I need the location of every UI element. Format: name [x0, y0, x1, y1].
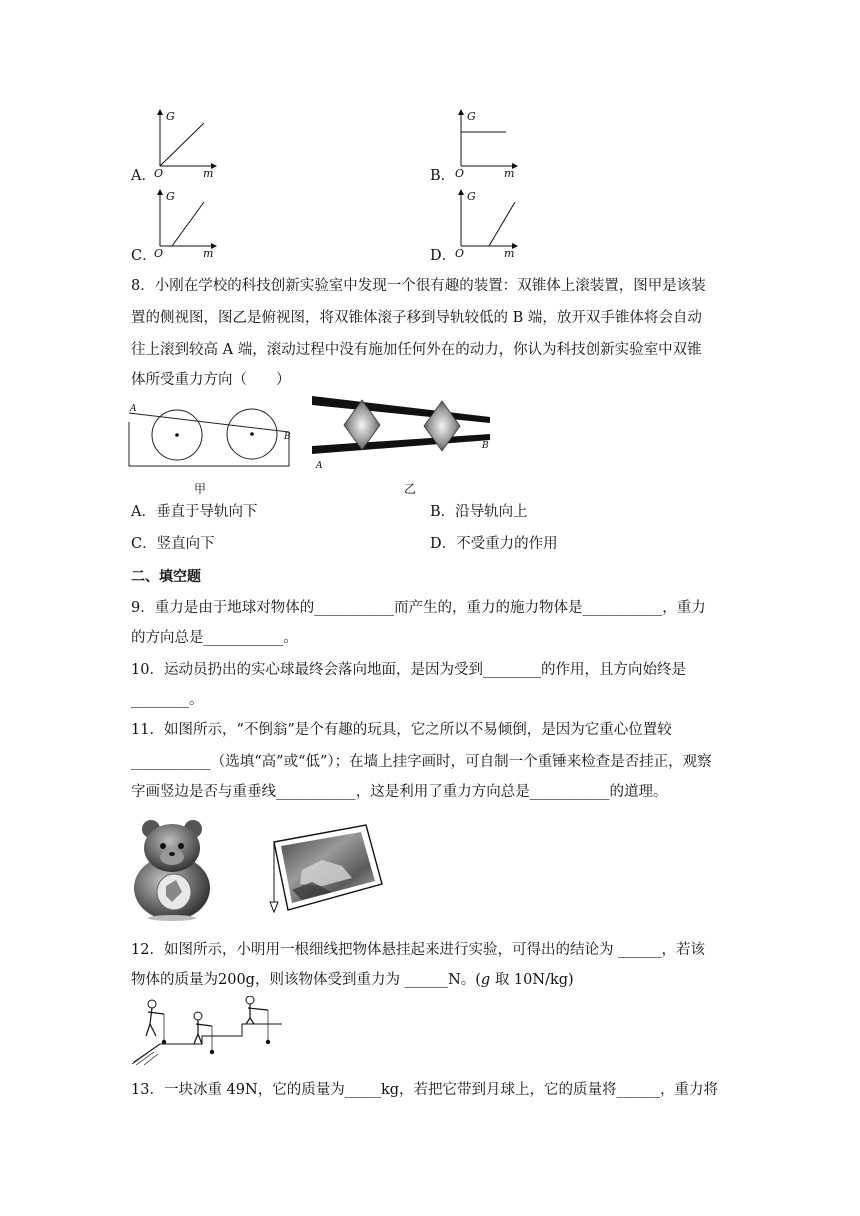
graph-option-a	[148, 108, 218, 178]
origin-label: O	[154, 247, 164, 258]
option-d-letter: D．	[430, 248, 457, 264]
q10-line-2: ________。	[131, 692, 204, 708]
q11-line-3: 字画竖边是否与重垂线___________，这是利用了重力方向总是___________的道理。	[131, 784, 668, 800]
side-view-figure	[126, 398, 296, 470]
axis-m-label: m	[504, 167, 515, 178]
origin-label: O	[154, 167, 164, 178]
tumbler-toy-image	[130, 818, 214, 922]
origin-label: O	[455, 247, 465, 258]
caption-jia: 甲	[194, 482, 207, 496]
graph-option-c	[148, 188, 218, 258]
top-view-figure	[306, 390, 496, 472]
q8-option-d: D．不受重力的作用	[430, 536, 558, 552]
q13-line-1: 13．一块冰重 49N，它的质量为_____kg，若把它带到月球上，它的质量将______，重力将	[131, 1082, 719, 1098]
label-b: B	[482, 441, 489, 451]
plumb-line-painting-image	[262, 820, 386, 920]
q8-option-b: B．沿导轨向上	[430, 504, 528, 520]
q8-line-1: 8．小刚在学校的科技创新实验室中发现一个很有趣的装置：双锥体上滚装置，图甲是该装	[131, 278, 706, 294]
origin-label: O	[455, 167, 465, 178]
q8-line-4: 体所受重力方向（ ）	[131, 372, 291, 388]
option-b-letter: B．	[430, 168, 456, 184]
q8-line-3: 往上滚到较高 A 端，滚动过程中没有施加任何外在的动力，你认为科技创新实验室中双锥	[131, 342, 702, 358]
option-a-letter: A．	[131, 168, 156, 184]
q8-option-a: A．垂直于导轨向下	[131, 504, 258, 520]
q10-line-1: 10．运动员扔出的实心球最终会落向地面，是因为受到________的作用，且方向始终是	[131, 662, 686, 678]
graph-option-b	[449, 108, 519, 178]
axis-m-label: m	[504, 247, 515, 258]
q8-option-c: C．竖直向下	[131, 536, 215, 552]
q11-line-1: 11．如图所示，“不倒翁”是个有趣的玩具，它之所以不易倾倒，是因为它重心位置较	[131, 722, 672, 738]
q12-line-1: 12．如图所示，小明用一根细线把物体悬挂起来进行实验，可得出的结论为 ______，若该	[131, 942, 706, 958]
axis-m-label: m	[203, 167, 214, 178]
axis-g-label: G	[467, 190, 476, 203]
q12-line-2: 物体的质量为200g，则该物体受到重力为 ______N。(g 取 10N/kg)	[131, 972, 574, 988]
axis-g-label: G	[467, 110, 476, 123]
axis-g-label: G	[166, 190, 175, 203]
q9-line-1: 9．重力是由于地球对物体的___________而产生的，重力的施力物体是___________，重力	[131, 600, 706, 616]
q9-line-2: 的方向总是___________。	[131, 630, 298, 646]
q11-line-2: ___________（选填“高”或“低”）；在墙上挂字画时，可自制一个重锤来检查是否挂正，观察	[131, 754, 712, 770]
option-c-letter: C．	[131, 248, 157, 264]
axis-m-label: m	[203, 247, 214, 258]
staircase-experiment-figure	[130, 996, 288, 1066]
label-b: B	[284, 432, 291, 442]
axis-g-label: G	[166, 110, 175, 123]
label-a: A	[316, 461, 323, 471]
caption-yi: 乙	[404, 482, 417, 496]
section-heading: 二、填空题	[131, 569, 201, 585]
q8-line-2: 置的侧视图，图乙是俯视图，将双锥体滚子移到导轨较低的 B 端，放开双手锥体将会自动	[131, 310, 702, 326]
graph-option-d	[449, 188, 519, 258]
label-a: A	[130, 404, 137, 414]
